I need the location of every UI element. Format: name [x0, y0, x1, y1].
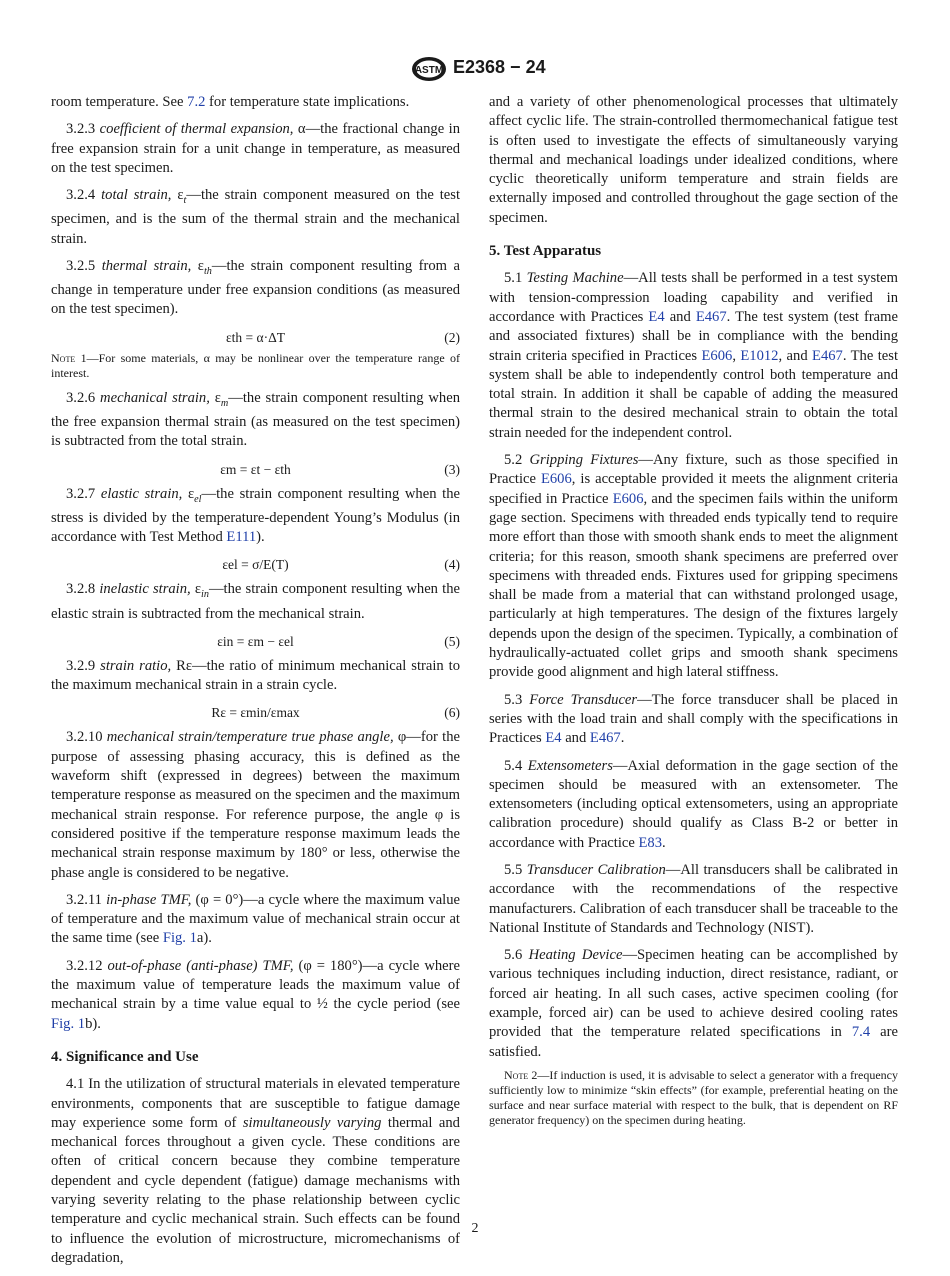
link-7-2[interactable]: 7.2	[187, 94, 206, 110]
link-e467[interactable]: E467	[812, 347, 843, 364]
section-3-2-7: 3.2.7 elastic strain, $\varepsilon_{el}—the$ strain component resulting when the stress is divided by the temperature-dependent Young’s Modulus (in accordance with Test Method E111).	[51, 485, 460, 546]
paragraph-intro: room temperature. See 7.2 for temperature state implications.	[51, 94, 410, 110]
equation-4: εel = σ/E(T) (4)	[222, 557, 460, 573]
section-3-2-12: 3.2.12 out-of-phase (anti-phase) TMF, (φ = 180°)—a cycle where the maximum value of temperature leads the maximum value of mechanical strain by a time value equal to ½ the cycle period (see Fig. 1b).	[51, 957, 460, 1032]
section-3-2-6: 3.2.6 mechanical strain, $\varepsilon_m—the$ strain component resulting when the free expansion thermal strain (as measured on the test specimen) is subtracted from the total strain.	[51, 389, 461, 450]
link-e606[interactable]: E606	[540, 471, 572, 488]
link-e467[interactable]: E467	[695, 308, 727, 325]
section-5-1: 5.1 Testing Machine—All tests shall be performed in a test system with tension-compression loading capability and verified in accordance with Practices E4 and E467. The test system (test frame and associated fixtures) shall be in compliance with the bending strain criteria specified in Practices E606, E1012, and E467. The test system shall be able to independently control both temperature and total strain. In addition it shall be capable of adding the measured thermal strain to the desired mechanical strain to obtain the total strain needed for the independent control.	[489, 270, 899, 441]
link-e4[interactable]: E4	[545, 730, 562, 747]
section-5-5: 5.5 Transducer Calibration—All transducers shall be calibrated in accordance with the recommendations of the respective manufacturers. Calibration of each transducer shall be traceable to the National Institute of Standards and Technology (NIST).	[489, 861, 898, 936]
equation-3: εm = εt − εth (3)	[220, 461, 460, 477]
page-number: 2	[471, 1221, 479, 1236]
link-e1012[interactable]: E1012	[740, 347, 779, 364]
link-e4[interactable]: E4	[648, 308, 665, 325]
section-3-2-3: 3.2.3 coefficient of thermal expansion, α—the fractional change in free expansion strain for a unit change in temperature, as measured on the test specimen.	[51, 121, 461, 176]
equation-5: εin = εm − εel (5)	[217, 633, 460, 649]
heading-section-5: 5. Test Apparatus	[489, 243, 602, 260]
section-5-2: 5.2 Gripping Fixtures—Any fixture, such as those specified in Practice E606, is acceptable provided it meets the alignment criteria specified in Practice E606, and the specimen fails within the uniform gage section. Specimens with threaded ends typically tend to require more effort than those with smooth shank ends to meet the alignment criteria; for this reason, smooth shank specimens are preferred over specimens with threaded ends. Fixtures used for gripping specimens shall be made from a material that can withstand prolonged usage, particularly at high temperatures. The design of the fixtures largely depends upon the design of the specimen. Typically, a combination of hydraulically-actuated collet grips and smooth shank specimens provide good alignment and high lateral stiffness.	[489, 452, 899, 681]
right-column	[489, 93, 898, 1136]
link-fig-1b[interactable]: Fig. 1	[51, 1015, 86, 1032]
equation-6: Rε = εmin/εmax (6)	[211, 705, 460, 721]
link-e83[interactable]: E83	[638, 834, 663, 851]
equation-2: εth = α·ΔT (2)	[225, 329, 460, 345]
logo-text: ASTM	[414, 65, 444, 76]
link-7-4[interactable]: 7.4	[851, 1024, 871, 1041]
link-fig-1a[interactable]: Fig. 1	[162, 930, 197, 947]
section-3-2-11: 3.2.11 in-phase TMF, (φ = 0°)—a cycle where the maximum value of temperature and the maximum value of mechanical strain occur at the same time (see Fig. 1a).	[51, 891, 461, 947]
astm-logo-icon	[409, 55, 449, 83]
page-header	[0, 55, 950, 85]
section-3-2-9: 3.2.9 strain ratio, Rε—the ratio of minimum mechanical strain to the maximum mechanical strain in a strain cycle.	[51, 657, 460, 694]
note-1: Note 1—For some materials, α may be nonlinear over the temperature range of interest.	[51, 350, 460, 380]
paragraph-continued: and a variety of other phenomenological processes that ultimately affect cyclic life. The strain-controlled thermomechanical fatigue test is often used to investigate the effects of simultaneously varying thermal and mechanical loadings under idealized conditions, where cyclic theoretically uniform temperature and strain fields are externally imposed and controlled throughout the gage section of the specimen.	[489, 94, 898, 226]
section-5-4: 5.4 Extensometers—Axial deformation in the gage section of the specimen should be measured with an extensometer. The extensometers (including optical extensometers, using an appropriate calibration procedure) should qualify as Class B-2 or better in accordance with Practice E83.	[489, 757, 899, 851]
note-2: Note 2—If induction is used, it is advisable to select a generator with a frequency sufficiently low to minimize “skin effects” (for example, preferential heating on the surface and near surface material with respect to the bulk, that is dependent on RF generator frequency) on the specimen during heating.	[489, 1067, 898, 1127]
section-4-1: 4.1 In the utilization of structural materials in elevated temperature environments, components that are susceptible to fatigue damage may experience some form of simultaneously varying thermal and mechanical forces throughout a given cycle. These conditions are often of critical concern because they combine temperature dependent and cycle dependent (fatigue) damage mechanisms with varying severity relating to the phase relationship between cyclic temperature and cyclic mechanical strain. Such effects can be found to influence the evolution of microstructure, micromechanisms of degradation,	[51, 1076, 460, 1266]
left-column	[51, 93, 460, 1276]
section-5-6: 5.6 Heating Device—Specimen heating can be accomplished by various techniques including induction, direct resistance, radiant, or forced air heating. In all such cases, active specimen cooling (for example, forced air) can be used to achieve desired cooling rates provided that the temperature related specifications in 7.4 are satisfied.	[489, 947, 899, 1060]
section-3-2-4: 3.2.4 total strain, $\varepsilon_t—the$ strain component measured on the test specimen, and is the sum of the thermal strain and the mechanical strain.	[51, 187, 461, 247]
link-e606[interactable]: E606	[612, 490, 644, 507]
link-e111[interactable]: E111	[226, 529, 257, 546]
section-5-3: 5.3 Force Transducer—The force transducer shall be placed in series with the load train and shall comply with the specifications in Practices E4 and E467.	[489, 691, 898, 747]
section-3-2-10: 3.2.10 mechanical strain/temperature true phase angle, φ—for the purpose of assessing phasing accuracy, this is defined as the waveform shift (expressed in degrees) between the maximum temperature response as measured on the specimen and the maximum mechanical strain response. For reference purpose, the angle φ is considered positive if the temperature response maximum leads the mechanical strain response maximum by 180° or less, otherwise the phase angle is considered to be negative.	[51, 729, 460, 881]
link-e467[interactable]: E467	[589, 730, 621, 747]
document-id: E2368 − 24	[453, 57, 546, 77]
section-3-2-8: 3.2.8 inelastic strain, $\varepsilon_{in}—the$ strain component resulting when the elastic strain is subtracted from the mechanical strain.	[51, 581, 460, 622]
heading-section-4: 4. Significance and Use	[51, 1048, 199, 1065]
section-3-2-5: 3.2.5 thermal strain, $\varepsilon_{th}—the$ strain component resulting from a change in temperature under free expansion conditions (as measured on the test specimen).	[51, 257, 460, 318]
link-e606[interactable]: E606	[701, 347, 733, 364]
